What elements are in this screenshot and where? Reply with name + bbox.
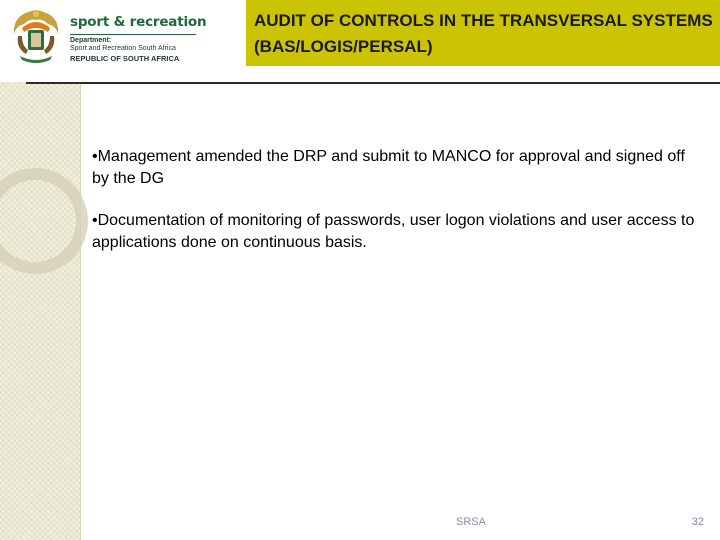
title-bar bbox=[246, 0, 720, 66]
logo-divider bbox=[70, 34, 196, 35]
logo-department bbox=[70, 37, 176, 53]
page-number: 32 bbox=[691, 516, 704, 528]
bullet-list bbox=[92, 146, 702, 274]
logo-line2: Sport and Recreation South Africa bbox=[70, 45, 176, 52]
logo-country: REPUBLIC OF SOUTH AFRICA bbox=[70, 54, 180, 63]
logo-line1: Department: bbox=[70, 37, 112, 44]
department-logo bbox=[0, 0, 246, 72]
bullet-item: •Documentation of monitoring of passwords, user logon violations and user access to applications done on continuous basis. bbox=[92, 212, 695, 251]
logo-wordmark: sport & recreation bbox=[70, 14, 207, 30]
decorative-ring bbox=[0, 168, 88, 274]
bullet-item: •Management amended the DRP and submit to MANCO for approval and signed off by the DG bbox=[92, 148, 685, 187]
header-rule bbox=[26, 82, 720, 84]
sidebar-pattern bbox=[0, 82, 81, 540]
slide-title: AUDIT OF CONTROLS IN THE TRANSVERSAL SYSTEMS (BAS/LOGIS/PERSAL) bbox=[254, 11, 713, 56]
footer-label: SRSA bbox=[456, 516, 486, 528]
coat-of-arms-icon bbox=[8, 4, 64, 66]
